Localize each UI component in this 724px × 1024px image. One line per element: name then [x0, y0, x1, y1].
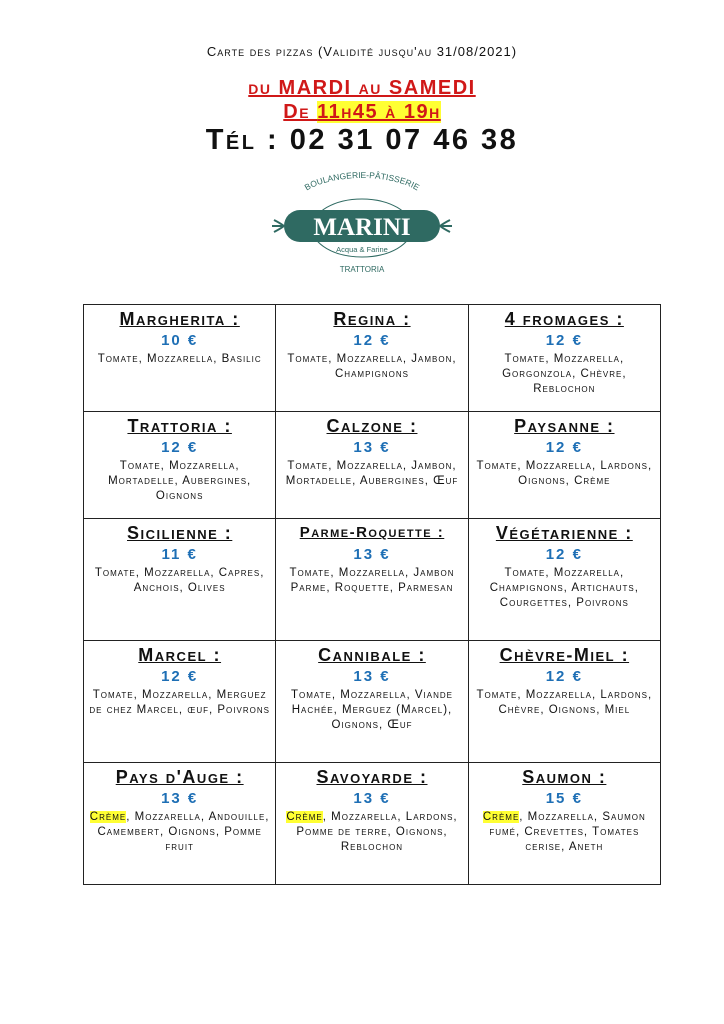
hours-prefix: De	[283, 101, 318, 123]
pizza-price: 12 €	[353, 332, 391, 349]
pizza-price: 12 €	[545, 439, 583, 456]
pizza-price: 12 €	[161, 439, 199, 456]
pizza-name: Végétarienne :	[495, 523, 633, 543]
pizza-name: Sicilienne :	[127, 523, 233, 543]
pizza-price: 13 €	[353, 439, 391, 456]
opening-hours: 11h45 à 19h	[317, 101, 441, 123]
pizza-ingredients	[471, 688, 658, 718]
pizza-ingredients	[86, 459, 273, 504]
table-row	[84, 519, 661, 641]
pizza-ingredients	[471, 459, 658, 489]
pizza-ingredients	[86, 688, 273, 718]
pizza-name: Pays d'Auge :	[115, 767, 244, 787]
pizza-ingredients	[471, 566, 658, 611]
pizza-price: 12 €	[545, 668, 583, 685]
ingredient-text: Tomate, Mozzarella, Champignons, Artichauts, Courgettes, Poivrons	[489, 567, 639, 609]
pizza-cell	[468, 519, 660, 641]
pizza-cell	[276, 305, 468, 412]
pizza-cell	[468, 763, 660, 885]
pizza-name: Saumon :	[522, 767, 607, 787]
pizza-cell	[468, 305, 660, 412]
pizza-price: 12 €	[161, 668, 199, 685]
pizza-name: 4 fromages :	[504, 309, 624, 329]
pizza-price: 13 €	[353, 790, 391, 807]
ingredient-text: Tomate, Mozzarella, Merguez de chez Marcel, œuf, Poivrons	[89, 689, 270, 716]
table-row	[84, 641, 661, 763]
pizza-price: 13 €	[353, 546, 391, 563]
ingredient-text: Tomate, Mozzarella, Lardons, Oignons, Crème	[476, 460, 653, 487]
table-row	[84, 412, 661, 519]
pizza-name: Regina :	[333, 309, 411, 329]
pizza-price: 13 €	[353, 668, 391, 685]
ingredient-highlight: Crème	[482, 811, 520, 823]
pizza-cell	[84, 412, 276, 519]
ingredient-text: Tomate, Mozzarella, Mortadelle, Aubergines, Oignons	[108, 460, 252, 502]
pizza-price: 10 €	[161, 332, 199, 349]
pizza-ingredients	[278, 566, 465, 596]
pizza-price: 12 €	[545, 332, 583, 349]
pizza-name: Margherita :	[119, 309, 240, 329]
ingredient-text: Tomate, Mozzarella, Jambon, Champignons	[287, 353, 457, 380]
pizza-price: 12 €	[545, 546, 583, 563]
pizza-ingredients	[278, 810, 465, 855]
pizza-name: Marcel :	[138, 645, 222, 665]
pizza-table	[83, 304, 661, 885]
ingredient-text: Tomate, Mozzarella, Basilic	[97, 353, 262, 365]
pizza-ingredients	[86, 810, 273, 855]
ingredient-text: Tomate, Mozzarella, Jambon, Mortadelle, Aubergines, Œuf	[285, 460, 459, 487]
ingredient-text: , Mozzarella, Lardons, Pomme de terre, Oignons, Reblochon	[296, 811, 458, 853]
pizza-cell	[276, 763, 468, 885]
pizza-ingredients	[278, 688, 465, 733]
pizza-cell	[84, 763, 276, 885]
pizza-name: Cannibale :	[318, 645, 426, 665]
pizza-ingredients	[278, 352, 465, 382]
pizza-ingredients	[471, 810, 658, 855]
table-row	[84, 763, 661, 885]
pizza-price: 15 €	[545, 790, 583, 807]
ingredient-text: Tomate, Mozzarella, Lardons, Chèvre, Oignons, Miel	[476, 689, 653, 716]
table-row	[84, 305, 661, 412]
phone-number: Tél : 02 31 07 46 38	[205, 124, 519, 156]
pizza-ingredients	[471, 352, 658, 397]
pizza-price: 13 €	[161, 790, 199, 807]
marini-logo	[270, 168, 454, 278]
pizza-ingredients	[278, 459, 465, 489]
pizza-cell	[468, 641, 660, 763]
pizza-name: Savoyarde :	[316, 767, 428, 787]
ingredient-highlight: Crème	[286, 811, 323, 823]
logo-bottom-text: TRATTORIA	[339, 265, 385, 274]
pizza-price: 11 €	[161, 546, 198, 563]
ingredient-text: Tomate, Mozzarella, Gorgonzola, Chèvre, Reblochon	[502, 353, 627, 395]
pizza-ingredients	[86, 352, 273, 367]
pizza-name: Chèvre-Miel :	[499, 645, 630, 665]
ingredient-text: , Mozzarella, Saumon fumé, Crevettes, Tomates cerise, Aneth	[489, 811, 646, 853]
logo-name: MARINI	[313, 214, 411, 241]
pizza-name: Paysanne :	[514, 416, 615, 436]
ingredient-text: , Mozzarella, Andouille, Camembert, Oignons, Pomme fruit	[97, 811, 270, 853]
logo-top-text: BOULANGERIE-PÂTISSERIE	[302, 169, 422, 193]
pizza-cell	[468, 412, 660, 519]
opening-info	[0, 76, 724, 124]
ingredient-text: Tomate, Mozzarella, Capres, Anchois, Olives	[94, 567, 265, 594]
logo-subtitle: Acqua & Farine	[336, 245, 388, 254]
pizza-cell	[276, 519, 468, 641]
pizza-cell	[276, 412, 468, 519]
pizza-cell	[276, 641, 468, 763]
pizza-ingredients	[86, 566, 273, 596]
svg-text:BOULANGERIE-PÂTISSERIE	[303, 170, 422, 193]
ingredient-highlight: Crème	[89, 811, 127, 823]
opening-days: du MARDI au SAMEDI	[248, 77, 476, 99]
ingredient-text: Tomate, Mozzarella, Jambon Parme, Roquette, Parmesan	[289, 567, 455, 594]
ingredient-text: Tomate, Mozzarella, Viande Hachée, Merguez (Marcel), Oignons, Œuf	[290, 689, 454, 731]
pizza-cell	[84, 641, 276, 763]
menu-title: Carte des pizzas (Validité jusqu'au 31/08/2021)	[206, 44, 518, 59]
pizza-cell	[84, 519, 276, 641]
pizza-name: Parme-Roquette :	[299, 524, 445, 541]
pizza-name: Calzone :	[326, 416, 418, 436]
pizza-name: Trattoria :	[127, 416, 232, 436]
pizza-cell	[84, 305, 276, 412]
